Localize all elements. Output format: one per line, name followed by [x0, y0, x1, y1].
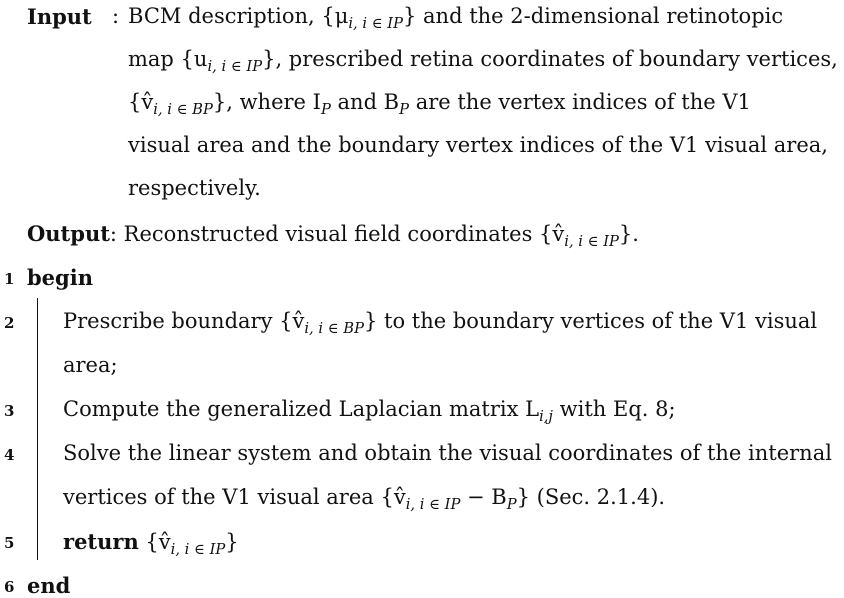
output-label: Output: [27, 221, 110, 246]
input-label-line: [27, 6, 92, 28]
begin-keyword: begin: [27, 265, 93, 290]
line-number-5: 5: [4, 534, 15, 552]
line-number-3: 3: [4, 402, 15, 420]
end-keyword: end: [27, 573, 71, 598]
step-4-line: Solve the linear system and obtain the visual coordinates of the internal: [63, 441, 832, 465]
line-number-6: 6: [4, 578, 15, 596]
return-keyword: return: [63, 529, 139, 554]
input-label: Input: [27, 4, 92, 29]
input-line-1: BCM description, $\{\mu_{i, i \in IP}\}$ and the 2-dimensional retinotopic: [128, 4, 784, 33]
step-5-line: return $\{v̂_{i, i \in IP}\}$: [63, 529, 239, 559]
step-2-continuation: area;: [63, 353, 118, 377]
step-3-line: Compute the generalized Laplacian matrix $L_{i,j}$ with Eq. 8;: [63, 397, 676, 426]
input-line-3: $\{v̂_{i, i \in BP}\}$, where $I_P$ and $B_P$ are the vertex indices of the V1: [128, 90, 751, 119]
line-number-4: 4: [4, 446, 15, 464]
output-line: Output: Reconstructed visual field coordinates $\{v̂_{i, i \in IP}\}$.: [27, 221, 639, 251]
line-number-1: 1: [4, 270, 15, 288]
input-separator: :: [112, 4, 120, 28]
step-4-continuation: vertices of the V1 visual area $\{v̂_{i, i \in IP} - B_P\}$ (Sec. 2.1.4).: [63, 485, 666, 514]
input-line-4: visual area and the boundary vertex indices of the V1 visual area,: [128, 133, 828, 157]
input-line-2: map $\{u_{i, i \in IP}\}$, prescribed retina coordinates of boundary vertices,: [128, 47, 838, 76]
line-number-2: 2: [4, 314, 15, 332]
block-indent-bar: [37, 298, 38, 560]
step-2-line: Prescribe boundary $\{v̂_{i, i \in BP}\}$ to the boundary vertices of the V1 visual: [63, 309, 818, 338]
input-line-5: respectively.: [128, 176, 261, 200]
